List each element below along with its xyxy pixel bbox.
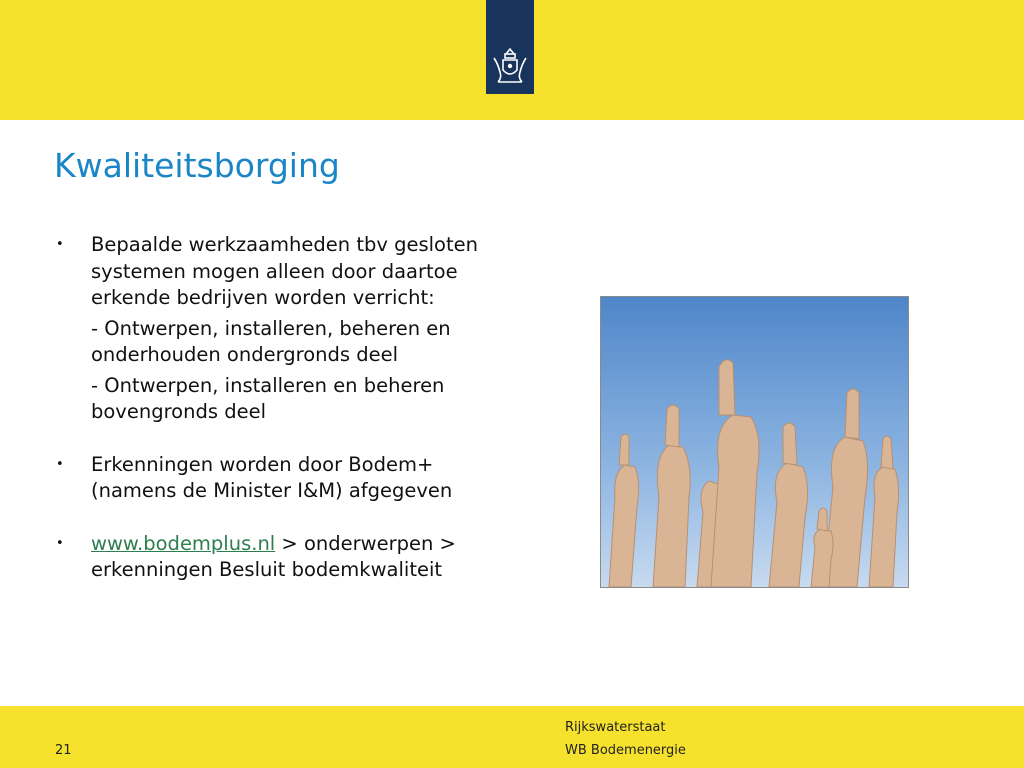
- footer-band: [0, 706, 1024, 768]
- sub-item: - Ontwerpen, installeren en beheren bovengronds deel: [91, 373, 445, 423]
- bullet-item: [56, 531, 516, 584]
- bodemplus-link[interactable]: www.bodemplus.nl: [91, 531, 276, 555]
- sub-item: - Ontwerpen, installeren, beheren en onderhouden ondergronds deel: [91, 316, 451, 366]
- bullet-item: [56, 232, 516, 312]
- footer-department: WB Bodemenergie: [565, 743, 686, 758]
- rijksoverheid-logo: [486, 0, 534, 94]
- bullet-text: > onderwerpen > erkenningen Besluit bodemkwaliteit: [91, 531, 456, 581]
- page-number: 21: [55, 743, 72, 758]
- bullet-list: [56, 232, 516, 584]
- header-band: [0, 0, 1024, 120]
- footer-organization: Rijkswaterstaat: [565, 720, 666, 735]
- bullet-item: [56, 452, 516, 505]
- bullet-text: Bepaalde werkzaamheden tbv gesloten systemen mogen alleen door daartoe erkende bedrijven worden verricht:: [91, 233, 478, 309]
- coat-of-arms-icon: [488, 46, 532, 86]
- bullet-marker: •: [56, 535, 64, 551]
- bullet-marker: •: [56, 456, 64, 472]
- bullet-text: Erkenningen worden door Bodem+ (namens de Minister I&M) afgegeven: [91, 452, 453, 502]
- thumbs-up-photo: [600, 296, 909, 588]
- slide-title: Kwaliteitsborging: [54, 146, 340, 185]
- bullet-marker: •: [56, 237, 64, 252]
